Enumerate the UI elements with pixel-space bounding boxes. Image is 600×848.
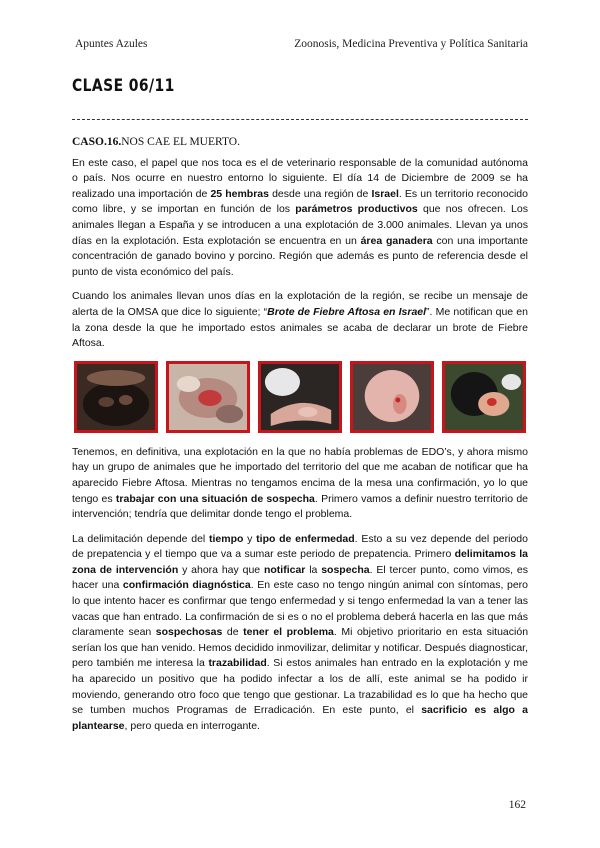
text-run: área ganadera [360, 234, 433, 247]
text-run: 25 hembras [210, 187, 269, 200]
case-name: NOS CAE EL MUERTO. [121, 136, 240, 148]
page-header [75, 38, 528, 50]
page-number: 162 [508, 799, 526, 811]
header-left: Apuntes Azules [75, 38, 148, 50]
text-run: y [243, 532, 257, 545]
main-content [72, 135, 528, 743]
photo-udder-teat [350, 361, 434, 433]
text-run: . En este caso no tengo ningún animal con síntomas, pero lo que intento hacer es confirmar que tengo enfermedad y si tengo enfermedad la van a tener las vacas que han entrado. La confirmación de si es o no el problema deberá hacerla en las que más claramente sean [72, 579, 528, 639]
text-run: con una importante concentración de ganado bovino y porcino. Región que además es punto de referencia desde el punto de vista económico del país. [72, 234, 528, 278]
class-title: CLASE 06/11 [72, 76, 175, 96]
text-run: parámetros productivos [295, 203, 418, 216]
text-run: y ahora hay que [178, 563, 264, 576]
text-run: . Primero vamos a definir nuestro territorio de intervención; tendría que delimitar donde tengo el problema. [72, 492, 529, 521]
text-run: sospecha [321, 563, 370, 576]
text-run: de [222, 626, 244, 639]
text-run: En este caso, el papel que nos toca es el de veterinario responsable de la comunidad autónoma o país. Nos ocurre en nuestro entorno lo siguiente. El día 14 de Diciembre de 2009 se ha realizado una importación de [72, 156, 528, 200]
text-run: . Esto a su vez depende del periodo de prepatencia y el tiempo que va a sumar este periodo de prepatencia. Primero [72, 532, 528, 561]
paragraph-2 [72, 289, 528, 351]
paragraph-1 [72, 156, 528, 281]
text-run: Tenemos, en definitiva, una explotación en la que no había problemas de EDO’s, y ahora mismo hay un grupo de animales que he importado del territorio del que me acaban de notificar que ha aparecido Fiebre Aftosa. Mientras no tengamos encima de la mesa una confirmación, yo lo que tengo es [72, 445, 528, 505]
text-run: trabajar con una situación de sospecha [115, 492, 315, 505]
text-run: la [305, 563, 322, 576]
text-run: sacrificio es algo a plantearse [72, 704, 528, 732]
photo-strip [72, 361, 528, 433]
text-run: , pero queda en interrogante. [124, 719, 260, 732]
text-run: ”. Me notifican que en la zona desde la que he importado estos animales se acaba de declarar un brote de Fiebre Aftosa. [72, 305, 528, 350]
text-run: tiempo [208, 532, 244, 545]
text-run: La delimitación depende del [72, 532, 209, 545]
text-run: Cuando los animales llevan unos días en la explotación de la región, se recibe un mensaje de alerta de la OMSA que dice lo siguiente; “ [72, 290, 528, 318]
text-run: delimitamos la zona de intervención [72, 548, 528, 576]
photo-mouth-lesion [166, 361, 250, 433]
text-run: sospechosas [155, 626, 223, 639]
dashed-divider [72, 119, 528, 120]
text-run: Israel [371, 187, 399, 200]
text-run: tener el problema [243, 626, 334, 639]
text-run: Brote de Fiebre Aftosa en Israel [267, 305, 427, 318]
header-right: Zoonosis, Medicina Preventiva y Política Sanitaria [294, 38, 528, 50]
text-run: . Mi objetivo prioritario en esta situación serían los que han venido. Hemos decidido inmovilizar, delimitar y notificar. Después diagnosticar, pero también me interesa la [72, 626, 529, 670]
text-run: . Si estos animales han entrado en la explotación y me ha aparecido un positivo que ha podido infectar a los de allí, este animal se ha podido ir moviendo, generando otro foco que tengo que gestionar. La trazabilidad es lo que ha hecho que se tumben muchos Programas de Erradicación. En este punto, el [72, 657, 528, 717]
photo-tongue-gloved-hand [258, 361, 342, 433]
text-run: . Es un territorio reconocido como libre, y se importan en función de los [72, 187, 528, 216]
case-number: CASO.16. [72, 136, 122, 148]
photo-pig-snout [442, 361, 526, 433]
photo-cow-muzzle [74, 361, 158, 433]
text-run: . El tercer punto, como vimos, es hacer una [72, 563, 528, 592]
text-run: desde una región de [269, 187, 372, 200]
case-title [72, 135, 528, 151]
paragraph-4 [72, 532, 528, 735]
text-run: tipo de enfermedad [256, 532, 355, 545]
text-run: que nos ofrecen. Los animales llegan a España y se introducen a una explotación de 3.000 animales. Llevan ya unos días en la explotación. Esta explotación se encuentra en un [72, 203, 528, 247]
paragraph-3 [72, 445, 528, 523]
text-run: trazabilidad [208, 657, 267, 670]
text-run: confirmación diagnóstica [122, 579, 251, 592]
text-run: notificar [263, 563, 306, 576]
